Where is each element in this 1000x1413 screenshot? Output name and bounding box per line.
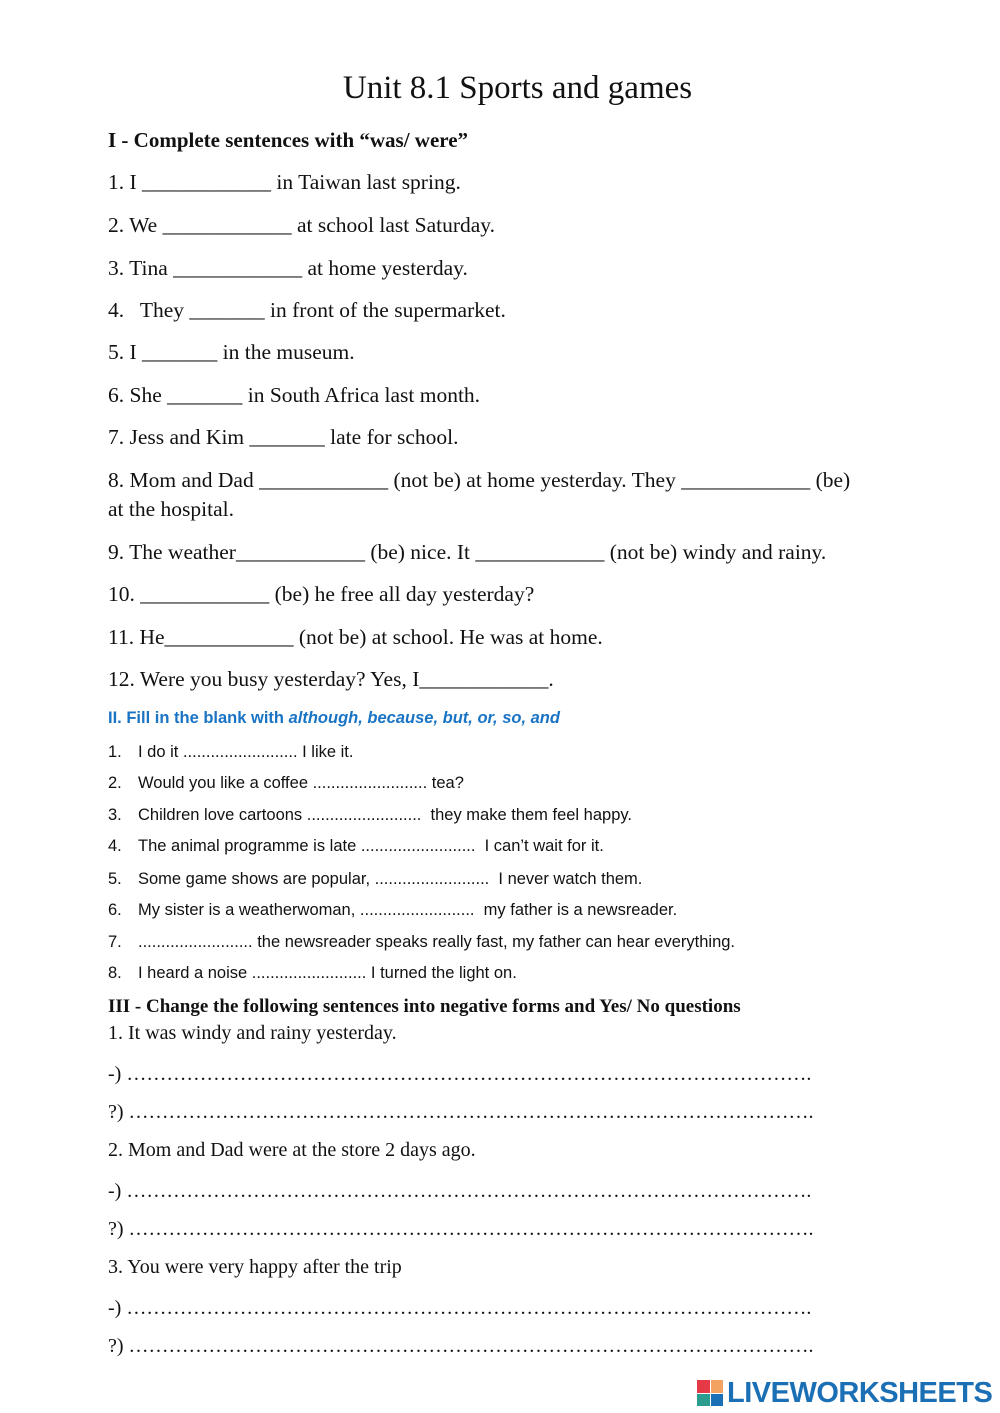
s2-item-8	[108, 964, 517, 983]
s3-question-answer-1[interactable]: ?) ………………………………………………………………………………………….	[108, 1101, 814, 1123]
s1-item-4: 4. They _______ in front of the supermarket.	[108, 298, 506, 322]
s2-item-text: I heard a noise ......................... I turned the light on.	[138, 964, 517, 982]
s3-negative-answer-1[interactable]: -) ………………………………………………………………………………………….	[108, 1063, 812, 1085]
s1-item-11: 11. He____________ (not be) at school. He was at home.	[108, 625, 603, 649]
s2-item-number: 6.	[108, 901, 122, 919]
s2-item-3	[108, 806, 632, 825]
s2-item-number: 4.	[108, 837, 122, 855]
s2-item-number: 2.	[108, 774, 122, 792]
s2-item-number: 3.	[108, 806, 122, 824]
s1-item-9: 9. The weather____________ (be) nice. It ____________ (not be) windy and rainy.	[108, 540, 827, 564]
s2-item-number: 7.	[108, 933, 122, 951]
section-2-heading-words: although, because, but, or, so, and	[288, 709, 560, 727]
logo-square-2	[711, 1380, 724, 1393]
s2-item-number: 5.	[108, 870, 122, 888]
s1-item-8-cont: at the hospital.	[108, 497, 234, 521]
s3-question-answer-2[interactable]: ?) ………………………………………………………………………………………….	[108, 1218, 814, 1240]
s1-item-8: 8. Mom and Dad ____________ (not be) at home yesterday. They ____________ (be)	[108, 468, 851, 492]
s3-question-answer-3[interactable]: ?) ………………………………………………………………………………………….	[108, 1335, 814, 1357]
s2-item-text: The animal programme is late ......................... I can’t wait for it.	[138, 837, 604, 855]
s3-negative-answer-2[interactable]: -) ………………………………………………………………………………………….	[108, 1180, 812, 1202]
s1-item-6: 6. She _______ in South Africa last month.	[108, 383, 481, 407]
section-3-heading: III - Change the following sentences into negative forms and Yes/ No questions	[108, 996, 741, 1017]
s3-sentence-1: 1. It was windy and rainy yesterday.	[108, 1022, 397, 1044]
s2-item-text: Children love cartoons ......................... they make them feel happy.	[138, 806, 633, 824]
logo-mark-icon	[697, 1380, 723, 1406]
logo-square-4	[711, 1394, 724, 1407]
s2-item-number: 1.	[108, 743, 122, 761]
s1-item-5: 5. I _______ in the museum.	[108, 340, 355, 364]
s2-item-text: Some game shows are popular, ......................... I never watch them.	[138, 870, 643, 888]
s2-item-text: Would you like a coffee ......................... tea?	[138, 774, 464, 792]
s2-item-7	[108, 933, 735, 952]
s1-item-12: 12. Were you busy yesterday? Yes, I____________.	[108, 667, 554, 691]
section-2-heading	[108, 709, 560, 728]
s2-item-text: I do it ......................... I like it.	[138, 743, 354, 761]
section-1-heading: I - Complete sentences with “was/ were”	[108, 128, 469, 152]
s2-item-4	[108, 837, 604, 856]
s1-item-1: 1. I ____________ in Taiwan last spring.	[108, 170, 461, 194]
s1-item-3: 3. Tina ____________ at home yesterday.	[108, 256, 468, 280]
s1-item-10: 10. ____________ (be) he free all day yesterday?	[108, 582, 535, 606]
s2-item-1	[108, 743, 353, 762]
s2-item-2	[108, 774, 464, 793]
s3-sentence-2: 2. Mom and Dad were at the store 2 days ago.	[108, 1139, 476, 1161]
s3-negative-answer-3[interactable]: -) ………………………………………………………………………………………….	[108, 1297, 812, 1319]
s2-item-text: ......................... the newsreader speaks really fast, my father can hear everything.	[138, 933, 736, 951]
liveworksheets-logo	[697, 1373, 997, 1413]
page-title: Unit 8.1 Sports and games	[342, 70, 693, 106]
s2-item-6	[108, 901, 677, 920]
section-2-heading-prefix: II. Fill in the blank with	[108, 709, 289, 727]
s3-sentence-3: 3. You were very happy after the trip	[108, 1256, 402, 1278]
s2-item-number: 8.	[108, 964, 122, 982]
s2-item-text: My sister is a weatherwoman, ......................... my father is a newsreader.	[138, 901, 678, 919]
logo-square-3	[697, 1394, 710, 1407]
logo-text: LIVEWORKSHEETS	[727, 1376, 993, 1409]
s1-item-7: 7. Jess and Kim _______ late for school.	[108, 425, 459, 449]
s1-item-2: 2. We ____________ at school last Saturday.	[108, 213, 496, 237]
logo-square-1	[697, 1380, 710, 1393]
s2-item-5	[108, 870, 642, 889]
